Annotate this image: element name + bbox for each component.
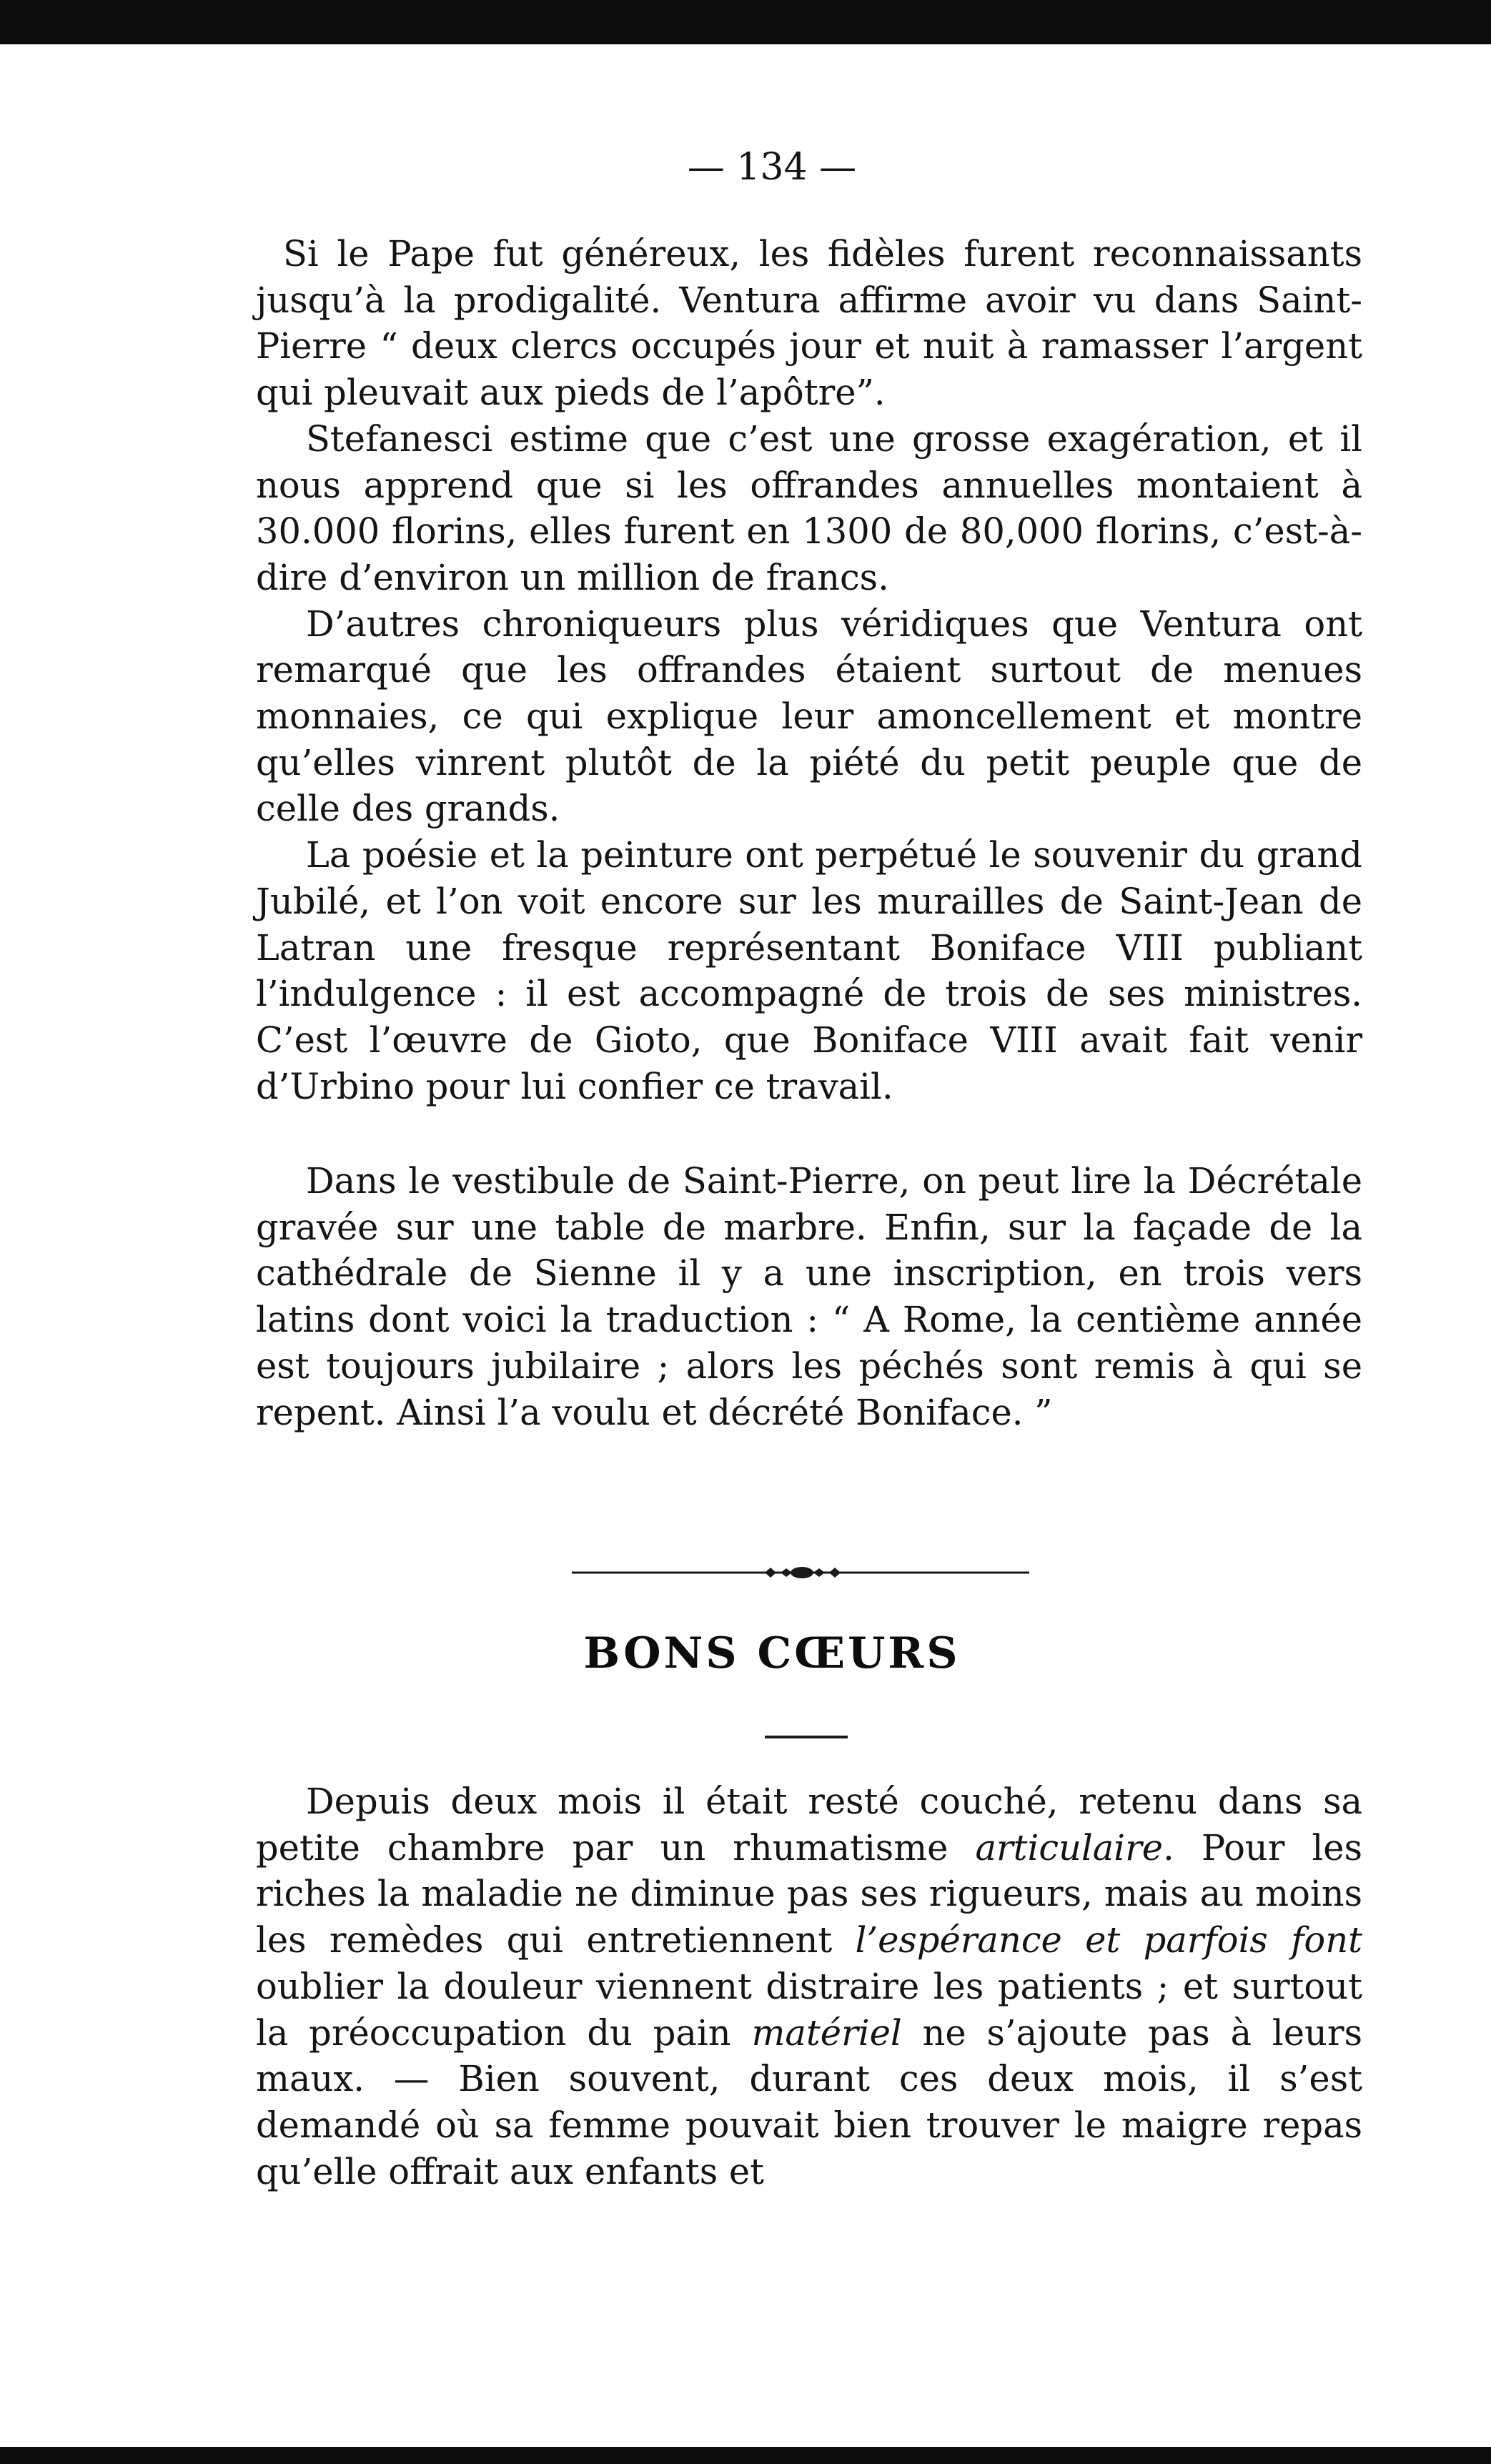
story-text-mid-1: . Pour les riches la maladie ne diminue pas ses rigueurs, mais au moins les remèdes qui entretiennent	[256, 1826, 1362, 1961]
story-text-start: Depuis deux mois il était resté couché, retenu dans sa petite chambre par un rhumatisme	[256, 1781, 1362, 1869]
story-italic-articulaire: articulaire	[975, 1826, 1164, 1869]
title-underline-dash	[765, 1736, 848, 1738]
section-title: BONS CŒURS	[583, 1628, 961, 1678]
story-text-end: ne s’ajoute pas à leurs maux. — Bien souvent, durant ces deux mois, il s’est demandé où sa femme pouvait bien trouver le maigre repas qu’elle offrait aux enfants et	[256, 2012, 1362, 2192]
story-text-block	[256, 1778, 1362, 2195]
bottom-border-rule	[0, 2447, 1491, 2464]
story-italic-materiel: matériel	[751, 2012, 902, 2054]
story-italic-esperance: l’espérance et parfois font	[855, 1919, 1362, 1961]
paragraph-vestibule: Dans le vestibule de Saint-Pierre, on peut lire la Décrétale gravée sur une table de marbre. Enfin, sur la façade de la cathédrale de Sienne il y a une inscription, en trois vers latins dont voici la traduction : “ A Rome, la centième année est toujours jubilaire ; alors les péchés sont remis à qui se repent. Ainsi l’a voulu et décrété Boniface. ”	[256, 1160, 1362, 1433]
story-text-mid-2: oublier la douleur viennent distraire les patients ; et surtout la préoccupation du pain	[256, 1965, 1362, 2054]
section-ornament-divider	[572, 1562, 1029, 1583]
chapter-text-block	[256, 231, 1362, 1109]
page-number: — 134 —	[687, 146, 857, 189]
paragraph-poetry-painting: La poésie et la peinture ont perpétué le souvenir du grand Jubilé, et l’on voit encore sur les murailles de Saint-Jean de Latran une fresque représentant Boniface VIII publiant l’indulgence : il est accompagné de trois de ses ministres. C’est l’œuvre de Gioto, que Boniface VIII avait fait venir d’Urbino pour lui confier ce travail.	[256, 834, 1362, 1107]
top-border-rule	[0, 0, 1491, 44]
paragraph-pope-generosity: Si le Pape fut généreux, les fidèles furent reconnaissants jusqu’à la prodigalité. Ventura affirme avoir vu dans Saint-Pierre “ deux clercs occupés jour et nuit à ramasser l’argent qui pleuvait aux pieds de l’apôtre”.	[256, 233, 1362, 414]
vestibule-text-block	[256, 1158, 1362, 1435]
paragraph-story-opening	[256, 1778, 1362, 2195]
paragraph-chroniclers: D’autres chroniqueurs plus véridiques que Ventura ont remarqué que les offrandes étaient surtout de menues monnaies, ce qui explique leur amoncellement et montre qu’elles vinrent plutôt de la piété du petit peuple que de celle des grands.	[256, 603, 1362, 830]
paragraph-stefanesci: Stefanesci estime que c’est une grosse exagération, et il nous apprend que si les offrandes annuelles montaient à 30.000 florins, elles furent en 1300 de 80,000 florins, c’est-à-dire d’environ un million de francs.	[256, 417, 1362, 598]
